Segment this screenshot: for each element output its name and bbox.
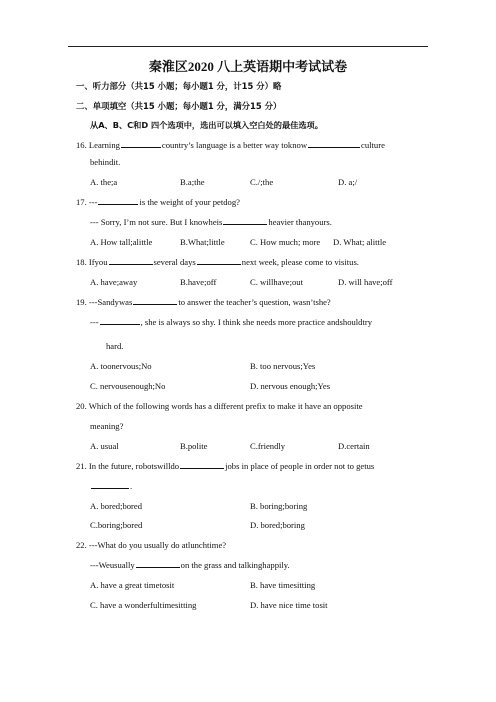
option-a: A. toonervous;No [90,361,152,371]
option-b: B. too nervous;Yes [250,361,316,371]
option-a: A. How tall;alittle [90,237,153,247]
option-c: C. have a wonderfultimesitting [90,600,197,610]
option-a: A. bored;bored [90,501,143,511]
question-19: 19. ---Sandywas to answer the teacher’s question, wasn’tshe? [76,297,331,307]
question-20: 20. Which of the following words has a different prefix to make it have an opposite [76,401,363,411]
question-20-cont: meaning? [90,421,124,431]
option-d: D. will have;off [338,277,393,287]
option-b: B. have timesitting [250,580,316,590]
answer-blank [100,316,140,325]
option-b: B.a;the [180,177,205,187]
instruction: 从A、B、C和D 四个选项中，选出可以填入空白处的最佳选项。 [90,120,323,130]
answer-blank [121,139,161,148]
option-d: D. have nice time tosit [250,600,328,610]
question-21-line2: . [90,480,132,492]
question-22: 22. ---What do you usually do atlunchtime? [76,540,227,550]
answer-blank [136,559,180,568]
option-a: A. the;a [90,177,118,187]
question-17-line2: --- Sorry, I’m not sure. But I knowheis heavier thanyours. [90,217,332,227]
question-21: 21. In the future, robotswilldo jobs in place of people in order not to getus [76,461,375,471]
option-a: A. usual [90,441,119,451]
option-c: C. How much; more [250,237,321,247]
question-18: 18. Ifyou several days next week, please come to visitus. [76,257,359,267]
answer-blank [133,296,177,305]
answer-blank [98,196,138,205]
option-b: B.polite [180,441,208,451]
answer-blank [180,460,224,469]
question-19-line2: --- , she is always so shy. I think she needs more practice andshouldtry [90,317,373,327]
answer-blank [308,139,360,148]
option-a: A. have;away [90,277,138,287]
answer-blank [109,256,153,265]
section-listening: 一、听力部分（共15 小题；每小题1 分，计15 分）略 [76,81,282,91]
option-c: C. nervousenough;No [90,381,166,391]
question-16-cont: behindit. [90,157,121,167]
question-17: 17. --- is the weight of your petdog? [76,197,240,207]
option-b: B.have;off [180,277,217,287]
page-title: 秦淮区2020 八上英语期中考试试卷 [148,59,348,74]
option-c: C.friendly [250,441,286,451]
option-d: D. bored;boring [250,520,305,530]
option-d: D.certain [338,441,370,451]
question-19-line3: hard. [106,341,124,351]
option-b: B.What;little [180,237,225,247]
option-c: C.boring;bored [90,520,143,530]
option-a: A. have a great timetosit [90,580,175,590]
question-22-line2: ---Weusually on the grass and talkinghappily. [90,560,290,570]
option-d: D. What; alittle [333,237,387,247]
option-c: C./;the [250,177,274,187]
question-16: 16. Learning country’s language is a better way toknow culture [76,140,385,150]
answer-blank [91,480,129,489]
option-d: D. nervous enough;Yes [250,381,331,391]
answer-blank [197,256,241,265]
top-rule [68,46,428,47]
answer-blank [223,216,267,225]
option-d: D. a;/ [338,177,358,187]
section-single-choice: 二、单项填空（共15 小题；每小题1 分，满分15 分） [76,101,282,111]
option-b: B. boring;boring [250,501,308,511]
option-c: C. willhave;out [250,277,303,287]
